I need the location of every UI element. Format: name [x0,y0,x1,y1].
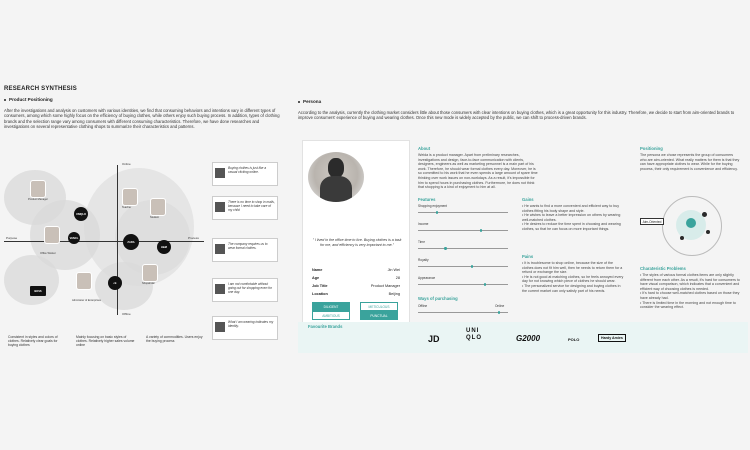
quote-card-3 [212,238,278,262]
profile-val-location: Beijing [388,292,400,296]
ck-logo: ck [108,276,122,290]
persona-heading [298,99,321,104]
administer-label: Administer of Enterprises [72,299,101,302]
persona-body [320,176,352,202]
feature-knob [480,229,482,231]
shopaholic-label: Shopaholic [142,282,155,285]
pos-dot-3 [706,230,710,234]
pos-dot-2 [702,212,707,217]
problems-text: • The styles of various formal clothes items are only slightly different from each other. As a result, it's hard for consumers to have visual comparison, which indicates that a convenient and efficient way of choosing clothes is needed. • It's hard to choose well-matched clothes based on those they have already had. • There is limited time in the morning and not enough time to consider the wearing effect. [640,273,740,310]
problems-title: Charateristic Problems [640,266,686,271]
ways-title: Ways of purchasing [418,296,458,301]
feature-knob [436,211,438,213]
avatar [215,168,225,178]
hm-logo: H&M [157,240,171,254]
persona-head [328,158,344,178]
vertical-axis [117,165,118,315]
quote-card-5 [212,316,278,340]
research-synthesis-title: RESEARCH SYNTHESIS [4,86,77,92]
aim-oriented-label: Aim-Oriented [640,218,664,225]
profile-key-job: Job Title [312,284,328,288]
teacher-photo [122,188,138,206]
feature-label: Royalty [418,258,429,262]
tag-meticulous: METICULOUS [360,302,398,311]
axis-online-label: Online [122,162,131,166]
feature-label: Shopping enjoyment [418,204,448,208]
boss-logo: BOSS [30,286,46,296]
ways-offline-label: Offline [418,304,428,308]
feature-slider [418,230,508,231]
about-title: About [418,146,431,151]
horizontal-axis [4,241,204,242]
positioning-chart [640,190,736,256]
feature-label: Income [418,222,429,226]
gains-text: • He wants to find a more convenient and efficient way to buy clothes fitting his body shape and style. • He wishes to leave a better impression on others by wearing well-matched clothes. • He desires to reduce the time spent in choosing and wearing clothes, so that he can focus on more important things. [522,204,621,231]
administer-photo [76,272,92,290]
quote-card-4 [212,278,278,302]
shopaholic-photo [142,264,158,282]
feature-knob [444,247,446,249]
avatar [215,284,225,294]
pos-dot-main [686,218,696,228]
pains-title: Pains [522,254,534,259]
profile-key-location: Location [312,292,328,296]
profile-key-name: Name [312,268,323,272]
quote-card-2 [212,196,278,220]
quote-text: What I am wearing indicates my identity. [228,320,274,328]
quote-text: There is no time to shop in malls, because I need to take care of my child [228,200,275,212]
feature-label: Appearance [418,276,436,280]
ways-slider [418,312,508,313]
pains-text: • It is troublesome to shop online, because the size of the clothes does not fit him well, then he needs to return them for a refund or exchange the size. • He is not good at matching clothes, so he feels annoyed every day for not knowing which piece of clothes he should wear. • The personalized service for designing and buying clothes in the current market can only satisfy part of his needs. [522,261,624,293]
quote-text: I am not comfortable without going out for shopping even for one day. [228,282,272,294]
feature-slider [418,248,508,249]
feature-knob [471,265,473,267]
teacher-label: Teacher [122,206,132,209]
brand-g2000: G2000 [516,334,541,343]
product-manager-label: Product Manager [28,198,48,201]
product-positioning-heading [4,97,53,102]
zara-logo: ZARA [123,234,139,250]
brands-title: Favourite Brands [308,324,343,329]
brand-polo: POLO [568,337,580,342]
ways-knob [498,311,500,313]
persona-photo [308,152,364,202]
persona-intro: According to the analysis, currently the clothing market considers little about those consumers with clear intentions on buying clothes, which is a great opportunity for this industry. Therefore, we decide to start from aim-oriented brands to improve consumers' experience of buying and wearing clothes. Once this new mode is widely accepted by the public, we can shift to process-driven brands. [298,110,735,121]
product-manager-photo [30,180,46,198]
positioning-title: Positioning [640,146,663,151]
axis-purpose-label: Purpose [6,236,18,240]
persona-label: Persona [303,99,322,104]
feature-slider [418,212,508,213]
section-label: Product Positioning [9,97,53,102]
feature-knob [484,283,486,285]
conclusion-3: A variety of commodities. Users enjoy the buying process [146,335,203,344]
profile-val-name: Jin Wei [387,268,400,272]
about-text: Weida is a product manager. Apart from preliminary researches, investigations and design, face-to-face communication with clients, designers, engineers as well as marketing personnel is a main part of his work. Therefore, he should wear formal clothes every day. Moreover, he is so committed to his work that he even spends a large amount of spare time thinking over work issues on non-workdays. As a result, it's impossible for him to spend hours in purchasing clothes. Furthermore, he does not think that shopping is a kind of enjoyment to him at all. [418,153,538,190]
quote-card-1 [212,162,278,186]
brand-uniqlo: UNI QLO [466,328,482,341]
tag-diligent: DILIGENT [312,302,350,311]
quote-text: The company requires us to wear formal clothes. [228,242,268,250]
vancl-logo: VANCL [68,232,80,244]
office-worker-photo [44,226,60,244]
avatar [215,322,225,332]
brand-hardy-amies: Hardy Amies [598,334,626,342]
quote-text: Buying clothes is just like a casual clicking online. [228,166,267,174]
student-label: Student [150,216,159,219]
avatar [215,244,225,254]
ways-online-label: Online [495,304,505,308]
feature-slider [418,266,508,267]
brand-jd: JD [428,334,440,344]
bubble-5 [4,255,59,305]
avatar [215,202,225,212]
feature-slider [418,284,508,285]
persona-quote: " I lived in the office time to live. Buying clothes is a task for me, and efficiency is very important to me." [312,238,402,248]
profile-key-age: Age [312,276,320,280]
pos-dot-4 [680,236,684,240]
profile-val-job: Product Manager [370,284,400,288]
conclusion-2: Mainly focusing on basic styles of clothes. Relatively higher sales volume online [76,335,135,348]
tag-ambitious: AMBITIOUS [312,311,350,320]
uniqlo-logo: UNIQLO [74,207,88,221]
favourite-brands-bar [298,322,748,353]
tag-punctual: PUNCTUAL [360,311,398,320]
profile-val-age: 28 [395,276,400,280]
student-photo [150,198,166,216]
features-title: Features [418,197,436,202]
axis-offline-label: Offline [122,312,131,316]
office-worker-label: Office Worker [40,252,56,255]
positioning-intro: After the investigations and analysis on customers with various identities, we find that consuming behaviors and intentions vary in different types of consumers, among which some highly focus on the efficiency of buying clothes, while others enjoy such buying process. In addition, types of clothing brands and the selection range vary among consumers with different consuming characteristics. Therefore, we have done researches and investigations on several representative clothing shops to summarize their characteristics and patterns. [4,108,280,130]
feature-label: Time [418,240,425,244]
positioning-text: The persona we chose represents the group of consumers who are aim-oriented. What really matters for them is that they can have appropriate clothes to wear. While for the buying process, their only requirement is convenience and efficiency. [640,153,740,171]
axis-process-label: Process [188,236,199,240]
conclusion-1: Consistent in styles and colors of clothes. Relatively clear goals for buying clothes [8,335,58,348]
gains-title: Gains [522,197,534,202]
